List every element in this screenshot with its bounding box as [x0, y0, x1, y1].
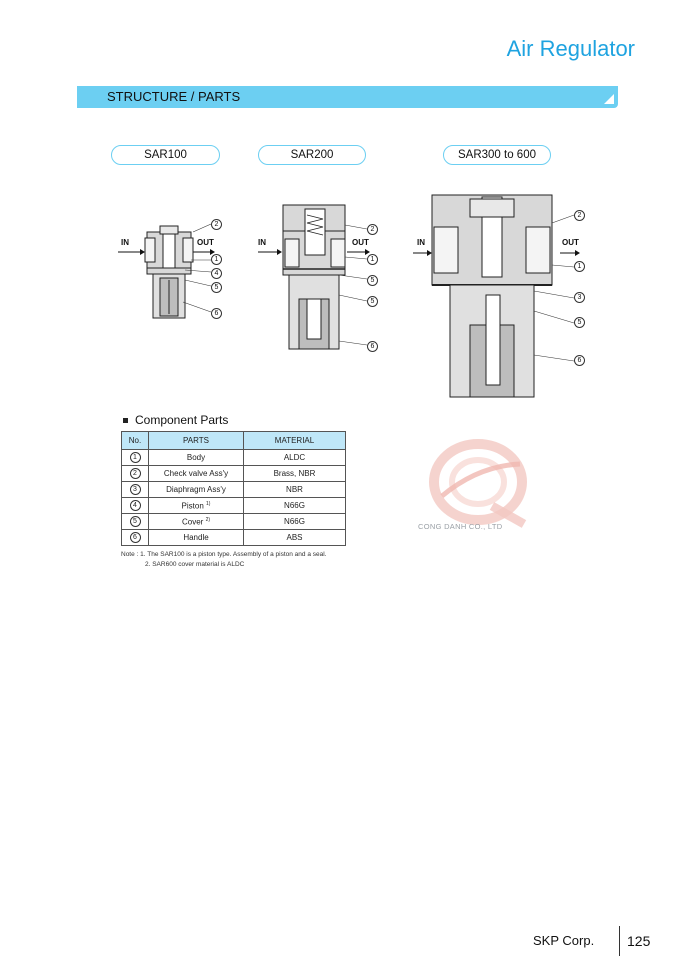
row-number-cell	[122, 450, 149, 466]
material-cell: ALDC	[244, 450, 346, 466]
component-parts-table	[121, 431, 346, 546]
component-parts-heading	[123, 413, 228, 427]
table-note-1: Note : 1. The SAR100 is a piston type. Assembly of a piston and a seal.	[121, 551, 327, 558]
sar300-out-label: OUT	[562, 238, 579, 247]
page-number: 125	[627, 933, 651, 949]
sar100-callout-2: 2	[211, 219, 222, 230]
sar100-callout-6: 6	[211, 308, 222, 319]
model-label-sar200: SAR200	[258, 145, 366, 165]
sar100-callout-4: 4	[211, 268, 222, 279]
sar200-in-label: IN	[258, 238, 266, 247]
sar200-callout-2: 2	[367, 224, 378, 235]
sar200-out-label: OUT	[352, 238, 369, 247]
part-name: Diaphragm Ass'y	[166, 485, 226, 494]
table-row	[122, 450, 346, 466]
part-name-cell	[149, 530, 244, 546]
part-name: Check valve Ass'y	[163, 469, 229, 478]
sar300-600-cross-section-diagram	[410, 185, 590, 405]
page-title: Air Regulator	[506, 36, 635, 61]
row-number: 1	[130, 452, 141, 463]
table-header-row	[122, 432, 346, 450]
sar300-callout-5: 5	[574, 317, 585, 328]
corner-arrow-icon	[604, 94, 614, 104]
part-name: Cover	[181, 517, 204, 527]
column-header-parts: PARTS	[149, 432, 244, 450]
section-header-bar	[77, 86, 618, 108]
part-name: Piston	[181, 501, 204, 511]
part-name: Body	[186, 453, 206, 462]
row-number-cell	[122, 466, 149, 482]
material-cell: Brass, NBR	[244, 466, 346, 482]
watermark-text: CONG DANH CO., LTD	[418, 522, 503, 531]
part-name: Handle	[183, 533, 209, 542]
sar200-callout-5a: 5	[367, 275, 378, 286]
sar300-callout-2: 2	[574, 210, 585, 221]
row-number: 2	[130, 468, 141, 479]
part-note-marker: 1)	[206, 500, 211, 507]
table-row	[122, 514, 346, 530]
model-label-sar100: SAR100	[111, 145, 220, 165]
table-row	[122, 530, 346, 546]
sar300-callout-6: 6	[574, 355, 585, 366]
sar200-callout-1: 1	[367, 254, 378, 265]
section-title: STRUCTURE / PARTS	[107, 89, 241, 104]
row-number-cell	[122, 482, 149, 498]
part-name-cell	[149, 482, 244, 498]
sar200-cross-section-diagram	[255, 195, 380, 360]
table-row	[122, 482, 346, 498]
row-number-cell	[122, 530, 149, 546]
table-row	[122, 466, 346, 482]
part-note-marker: 2)	[205, 516, 211, 523]
footer-divider	[619, 926, 620, 956]
column-header-no: No.	[122, 432, 149, 450]
part-name-cell	[149, 514, 244, 530]
row-number: 4	[130, 500, 141, 511]
part-name-cell	[149, 450, 244, 466]
material-cell: N66G	[244, 498, 346, 514]
sar200-callout-6: 6	[367, 341, 378, 352]
component-parts-heading-text: Component Parts	[135, 413, 229, 427]
sar100-callout-5: 5	[211, 282, 222, 293]
sar100-callout-1: 1	[211, 254, 222, 265]
column-header-material: MATERIAL	[244, 432, 346, 450]
sar300-in-label: IN	[417, 238, 425, 247]
part-name-cell	[149, 466, 244, 482]
row-number-cell	[122, 498, 149, 514]
row-number: 5	[130, 516, 141, 527]
sar300-callout-1: 1	[574, 261, 585, 272]
sar200-callout-5b: 5	[367, 296, 378, 307]
row-number: 3	[130, 484, 141, 495]
material-cell: ABS	[244, 530, 346, 546]
square-bullet-icon	[123, 418, 128, 423]
table-note-2: 2. SAR600 cover material is ALDC	[145, 561, 245, 568]
row-number: 6	[130, 532, 141, 543]
sar300-callout-3: 3	[574, 292, 585, 303]
material-cell: NBR	[244, 482, 346, 498]
part-name-cell	[149, 498, 244, 514]
cong-danh-watermark-logo	[412, 436, 542, 536]
row-number-cell	[122, 514, 149, 530]
model-label-sar300-600: SAR300 to 600	[443, 145, 551, 165]
material-cell: N66G	[244, 514, 346, 530]
table-row	[122, 498, 346, 514]
sar100-out-label: OUT	[197, 238, 214, 247]
footer-company: SKP Corp.	[533, 933, 595, 948]
sar100-in-label: IN	[121, 238, 129, 247]
